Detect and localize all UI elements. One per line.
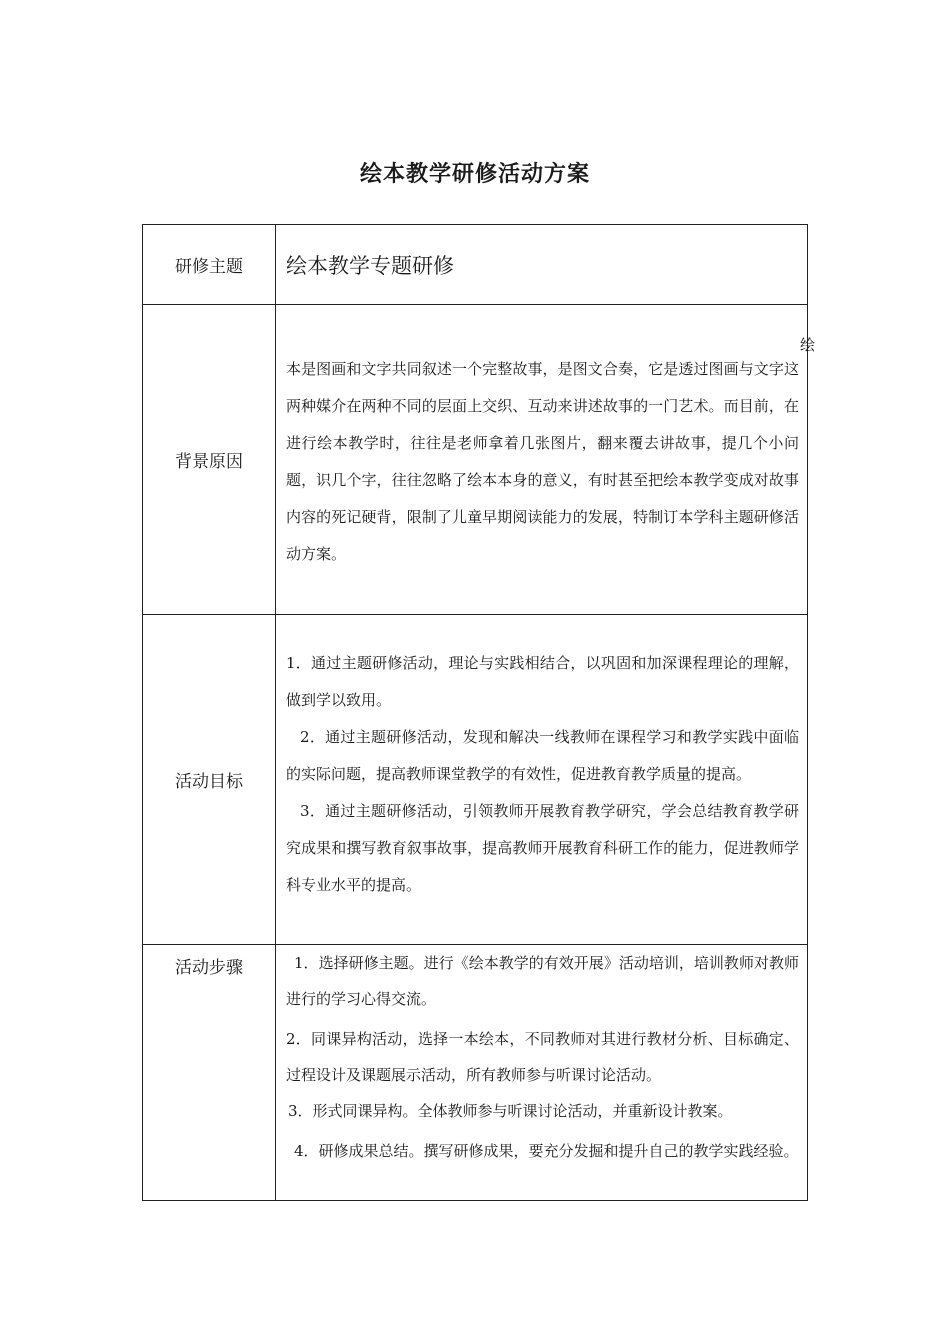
step-item-4: 4．研修成果总结。撰写研修成果，要充分发掘和提升自己的教学实践经验。 [294,1142,799,1160]
goals-label: 活动目标 [143,615,276,945]
page-title: 绘本教学研修活动方案 [359,161,590,187]
table-row-background [143,305,808,615]
table-row-steps [143,945,808,1201]
activity-plan-table [142,224,815,1201]
background-label: 背景原因 [143,305,276,615]
goal-item-2: 2．通过主题研修活动，发现和解决一线教师在课程学习和教学实践中面临的实际问题，提高教师课堂教学的有效性，促进教育教学质量的提高。 [286,728,799,783]
background-text: 本是图画和文字共同叙述一个完整故事，是图文合奏，它是透过图画与文字这两种媒介在两种不同的层面上交织、互动来讲述故事的一门艺术。而目前，在进行绘本教学时，往往是老师拿着几张图片，翻来覆去讲故事，提几个小问题，识几个字，往往忽略了绘本本身的意义，有时甚至把绘本教学变成对故事内容的死记硬背，限制了儿童早期阅读能力的发展，特制订本学科主题研修活动方案。 [286,360,799,563]
goals-cell [276,615,808,945]
background-first-char: 绘 [799,336,815,354]
steps-cell [276,945,808,1201]
step-item-1: 1．选择研修主题。进行《绘本教学的有效开展》活动培训，培训教师对教师进行的学习心得交流。 [286,954,799,1008]
topic-value: 绘本教学专题研修 [276,225,808,305]
table-row-goals [143,615,808,945]
goal-item-3: 3．通过主题研修活动，引领教师开展教育教学研究，学会总结教育教学研究成果和撰写教育叙事故事，提高教师开展教育科研工作的能力，促进教师学科专业水平的提高。 [286,802,799,894]
background-cell [276,305,815,615]
goal-item-1: 1．通过主题研修活动，理论与实践相结合，以巩固和加深课程理论的理解，做到学以致用。 [286,654,799,709]
steps-label: 活动步骤 [143,945,276,1201]
topic-label: 研修主题 [143,225,276,305]
step-item-3: 3．形式同课异构。全体教师参与听课讨论活动，并重新设计教案。 [288,1102,733,1120]
step-item-2: 2．同课异构活动，选择一本绘本，不同教师对其进行教材分析、目标确定、过程设计及课题展示活动，所有教师参与听课讨论活动。 [286,1030,799,1084]
table-row-topic [143,225,808,305]
